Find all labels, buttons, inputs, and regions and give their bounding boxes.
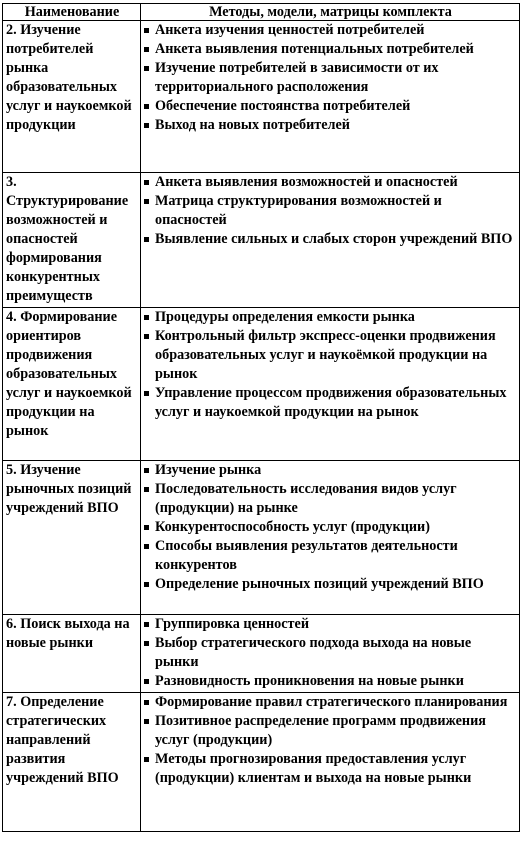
method-text: Способы выявления результатов деятельности конкурентов bbox=[155, 538, 458, 573]
square-bullet-icon bbox=[144, 582, 149, 587]
list-item bbox=[144, 308, 517, 327]
list-item bbox=[144, 384, 517, 422]
list-item bbox=[144, 575, 517, 594]
square-bullet-icon bbox=[144, 334, 149, 339]
square-bullet-icon bbox=[144, 123, 149, 128]
header-methods: Методы, модели, матрицы комплекта bbox=[141, 4, 520, 21]
method-text: Изучение рынка bbox=[155, 462, 262, 478]
list-item bbox=[144, 712, 517, 750]
method-text: Анкета выявления возможностей и опасностей bbox=[155, 174, 458, 190]
list-item bbox=[144, 518, 517, 537]
method-text: Методы прогнозирования предоставления услуг (продукции) клиентам и выхода на новые рынки bbox=[155, 751, 472, 786]
stage-name: 3. Структурирование возможностей и опасностей формирования конкурентных преимуществ bbox=[3, 173, 141, 308]
method-text: Формирование правил стратегического планирования bbox=[155, 694, 508, 710]
method-text: Конкурентоспособность услуг (продукции) bbox=[155, 519, 430, 535]
square-bullet-icon bbox=[144, 525, 149, 530]
square-bullet-icon bbox=[144, 199, 149, 204]
methods-cell bbox=[141, 461, 520, 615]
square-bullet-icon bbox=[144, 700, 149, 705]
methods-matrix-table bbox=[2, 3, 520, 832]
square-bullet-icon bbox=[144, 757, 149, 762]
square-bullet-icon bbox=[144, 391, 149, 396]
square-bullet-icon bbox=[144, 622, 149, 627]
method-text: Последовательность исследования видов услуг (продукции) на рынке bbox=[155, 481, 457, 516]
square-bullet-icon bbox=[144, 47, 149, 52]
square-bullet-icon bbox=[144, 180, 149, 185]
method-text: Анкета изучения ценностей потребителей bbox=[155, 22, 425, 38]
square-bullet-icon bbox=[144, 237, 149, 242]
methods-cell bbox=[141, 308, 520, 461]
list-item bbox=[144, 116, 517, 135]
methods-cell bbox=[141, 173, 520, 308]
list-item bbox=[144, 230, 517, 249]
method-text: Процедуры определения емкости рынка bbox=[155, 309, 415, 325]
list-item bbox=[144, 480, 517, 518]
square-bullet-icon bbox=[144, 641, 149, 646]
table-row bbox=[3, 693, 520, 832]
square-bullet-icon bbox=[144, 544, 149, 549]
list-item bbox=[144, 97, 517, 116]
list-item bbox=[144, 327, 517, 384]
list-item bbox=[144, 40, 517, 59]
methods-list bbox=[144, 615, 517, 691]
list-item bbox=[144, 537, 517, 575]
header-name: Наименование bbox=[3, 4, 141, 21]
method-text: Управление процессом продвижения образовательных услуг и наукоемкой продукции на рынок bbox=[155, 385, 507, 420]
stage-name: 6. Поиск выхода на новые рынки bbox=[3, 615, 141, 693]
method-text: Выявление сильных и слабых сторон учреждений ВПО bbox=[155, 231, 513, 247]
square-bullet-icon bbox=[144, 28, 149, 33]
list-item bbox=[144, 693, 517, 712]
methods-cell bbox=[141, 21, 520, 173]
methods-cell bbox=[141, 693, 520, 832]
square-bullet-icon bbox=[144, 66, 149, 71]
method-text: Изучение потребителей в зависимости от их территориального расположения bbox=[155, 60, 439, 95]
methods-cell bbox=[141, 615, 520, 693]
method-text: Группировка ценностей bbox=[155, 616, 309, 632]
square-bullet-icon bbox=[144, 468, 149, 473]
table-row bbox=[3, 173, 520, 308]
square-bullet-icon bbox=[144, 487, 149, 492]
method-text: Анкета выявления потенциальных потребителей bbox=[155, 41, 474, 57]
table-row bbox=[3, 461, 520, 615]
methods-list bbox=[144, 21, 517, 135]
stage-name: 2. Изучение потребителей рынка образовательных услуг и наукоемкой продукции bbox=[3, 21, 141, 173]
list-item bbox=[144, 21, 517, 40]
list-item bbox=[144, 461, 517, 480]
list-item bbox=[144, 672, 517, 691]
list-item bbox=[144, 192, 517, 230]
methods-list bbox=[144, 461, 517, 594]
methods-list bbox=[144, 308, 517, 422]
table-row bbox=[3, 615, 520, 693]
method-text: Определение рыночных позиций учреждений ВПО bbox=[155, 576, 484, 592]
method-text: Матрица структурирования возможностей и опасностей bbox=[155, 193, 442, 228]
list-item bbox=[144, 615, 517, 634]
stage-name: 7. Определение стратегических направлений развития учреждений ВПО bbox=[3, 693, 141, 832]
method-text: Контрольный фильтр экспресс-оценки продвижения образовательных услуг и наукоёмкой продукции на рынок bbox=[155, 328, 496, 382]
method-text: Обеспечение постоянства потребителей bbox=[155, 98, 411, 114]
square-bullet-icon bbox=[144, 679, 149, 684]
list-item bbox=[144, 173, 517, 192]
square-bullet-icon bbox=[144, 719, 149, 724]
method-text: Выход на новых потребителей bbox=[155, 117, 350, 133]
method-text: Разновидность проникновения на новые рынки bbox=[155, 673, 464, 689]
table-row bbox=[3, 308, 520, 461]
list-item bbox=[144, 59, 517, 97]
methods-list bbox=[144, 173, 517, 249]
stage-name: 5. Изучение рыночных позиций учреждений ВПО bbox=[3, 461, 141, 615]
square-bullet-icon bbox=[144, 315, 149, 320]
stage-name: 4. Формирование ориентиров продвижения образовательных услуг и наукоемкой продукции на рынок bbox=[3, 308, 141, 461]
table-row bbox=[3, 21, 520, 173]
method-text: Позитивное распределение программ продвижения услуг (продукции) bbox=[155, 713, 486, 748]
list-item bbox=[144, 634, 517, 672]
square-bullet-icon bbox=[144, 104, 149, 109]
table-header-row bbox=[3, 4, 520, 21]
method-text: Выбор стратегического подхода выхода на новые рынки bbox=[155, 635, 472, 670]
list-item bbox=[144, 750, 517, 788]
methods-list bbox=[144, 693, 517, 788]
